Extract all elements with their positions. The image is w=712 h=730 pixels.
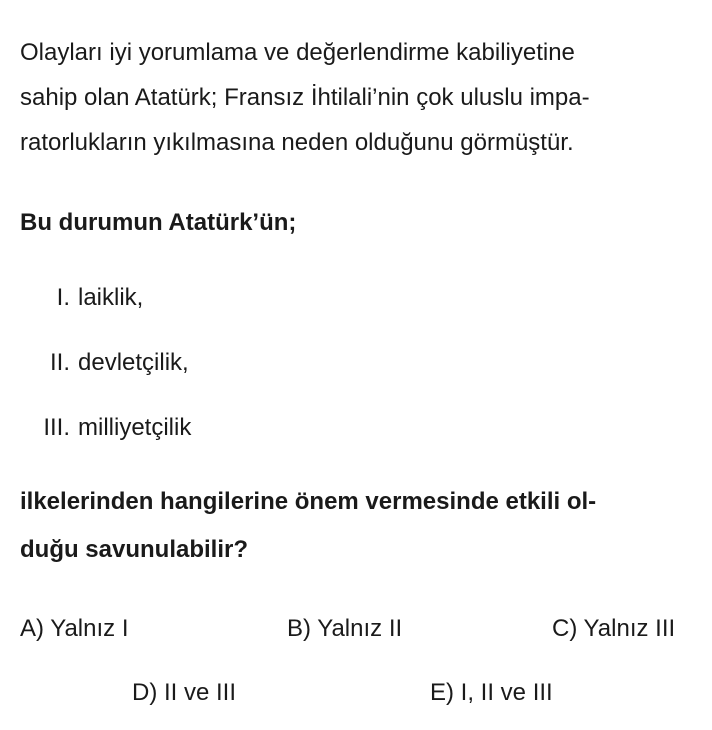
stem-line-2: sahip olan Atatürk; Fransız İhtilali’nin çok uluslu impa- bbox=[20, 84, 590, 111]
stem-line-3: ratorlukların yıkılmasına neden olduğunu görmüştür. bbox=[20, 129, 574, 156]
item-text: devletçilik, bbox=[78, 349, 189, 376]
question-prompt bbox=[20, 478, 692, 574]
answer-option-d[interactable]: D) II ve III bbox=[132, 679, 237, 706]
list-item bbox=[20, 405, 191, 470]
question-lead: Bu durumun Atatürk’ün; bbox=[20, 209, 297, 236]
prompt-line-2: duğu savunulabilir? bbox=[20, 536, 249, 563]
prompt-line-1: ilkelerinden hangilerine önem vermesinde etkili ol- bbox=[20, 488, 597, 515]
stem-line-1: Olayları iyi yorumlama ve değerlendirme kabiliyetine bbox=[20, 39, 575, 66]
item-numeral: II. bbox=[49, 349, 70, 376]
list-item bbox=[20, 340, 191, 405]
item-text: milliyetçilik bbox=[78, 414, 192, 441]
list-item bbox=[20, 275, 191, 340]
item-list bbox=[20, 275, 191, 470]
answer-option-b[interactable]: B) Yalnız II bbox=[287, 615, 403, 642]
answer-option-a[interactable]: A) Yalnız I bbox=[20, 615, 129, 642]
answer-option-e[interactable]: E) I, II ve III bbox=[430, 679, 553, 706]
item-text: laiklik, bbox=[78, 284, 144, 311]
item-numeral: I. bbox=[56, 284, 70, 311]
answer-option-c[interactable]: C) Yalnız III bbox=[552, 615, 676, 642]
item-numeral: III. bbox=[43, 414, 70, 441]
question-stem bbox=[20, 30, 692, 165]
